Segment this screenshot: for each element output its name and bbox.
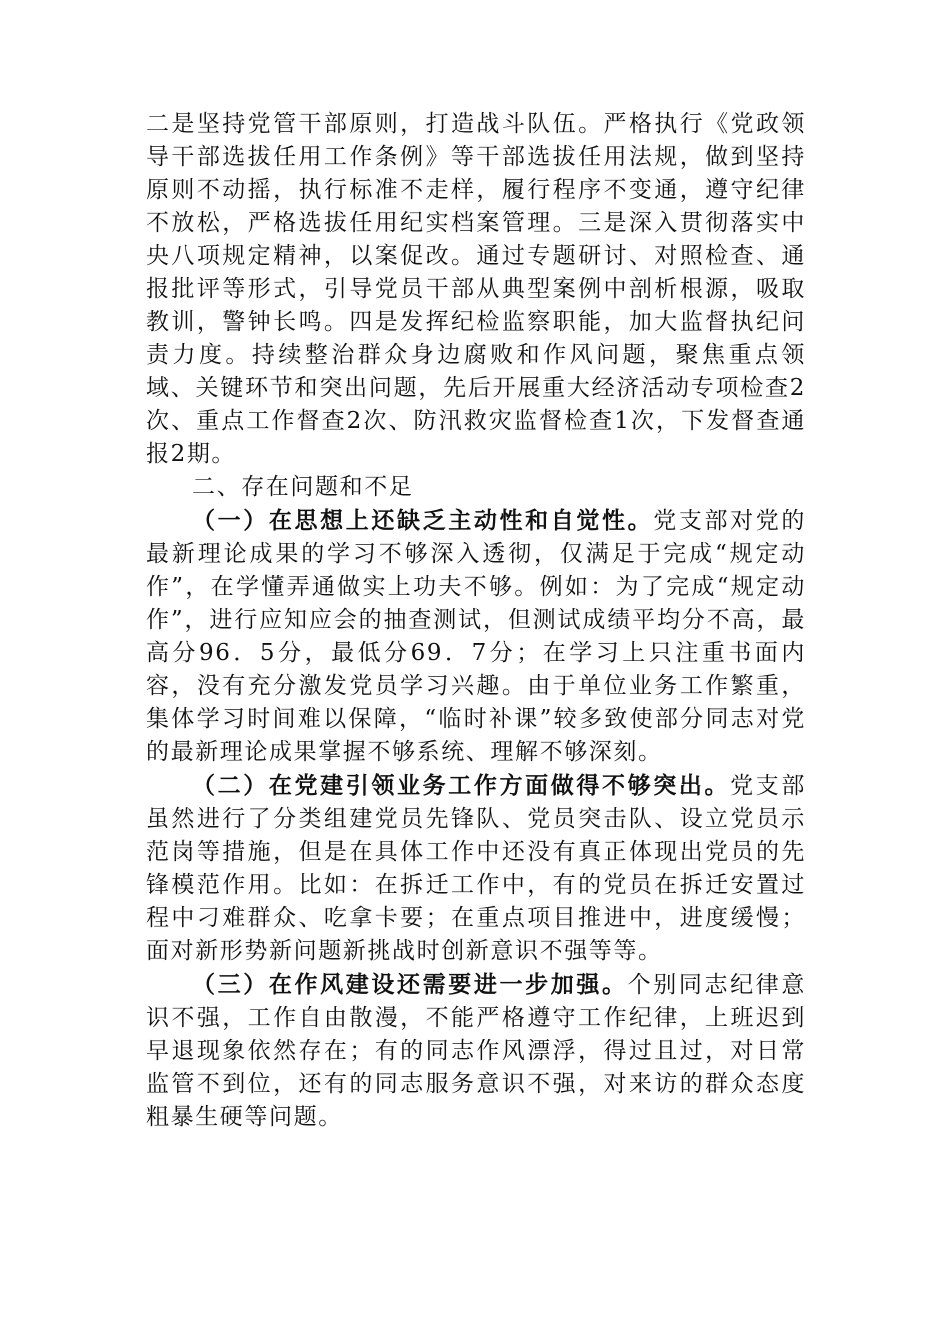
section-heading: 二、存在问题和不足 [192,474,414,500]
problem-item-3-body: 个别同志纪律意识不强，工作自由散漫，不能严格遵守工作纪律，上班迟到早退现象依然存在；有的同志作风漂浮，得过且过，对日常监管不到位，还有的同志服务意识不强，对来访的群众态度粗暴生硬等问题。 [146,972,806,1130]
problem-item-3 [146,968,806,1134]
problem-item-3-lead: （三）在作风建设还需要进一步加强。 [192,971,628,998]
paragraph-continued: 二是坚持党管干部原则，打造战斗队伍。严格执行《党政领导干部选拔任用工作条例》等干部选拔任用法规，做到坚持原则不动摇，执行标准不走样，履行程序不变通，遵守纪律不放松，严格选拔任用纪实档案管理。三是深入贯彻落实中央八项规定精神，以案促改。通过专题研讨、对照检查、通报批评等形式，引导党员干部从典型案例中剖析根源，吸取教训，警钟长鸣。四是发挥纪检监察职能，加大监督执纪问责力度。持续整治群众身边腐败和作风问题，聚焦重点领域、关键环节和突出问题，先后开展重大经济活动专项检查2次、重点工作督查2次、防汛救灾监督检查1次，下发督查通报2期。 [146,111,806,467]
problem-item-2 [146,769,806,968]
problem-item-2-body: 党支部虽然进行了分类组建党员先锋队、党员突击队、设立党员示范岗等措施，但是在具体工作中还没有真正体现出党员的先锋模范作用。比如：在拆迁工作中，有的党员在拆迁安置过程中刁难群众、吃拿卡要；在重点项目推进中，进度缓慢；面对新形势新问题新挑战时创新意识不强等等。 [146,773,806,964]
problem-item-1-body: 党支部对党的最新理论成果的学习不够深入透彻，仅满足于完成“规定动作”，在学懂弄通做实上功夫不够。例如：为了完成“规定动作”，进行应知应会的抽查测试，但测试成绩平均分不高，最高分96．5分，最低分69．7分；在学习上只注重书面内容，没有充分激发党员学习兴趣。由于单位业务工作繁重，集体学习时间难以保障，“临时补课”较多致使部分同志对党的最新理论成果掌握不够系统、理解不够深刻。 [146,508,806,765]
document-page [146,108,806,1134]
problem-item-2-lead: （二）在党建引领业务工作方面做得不够突出。 [192,772,731,799]
problem-item-1 [146,504,806,769]
problem-item-1-lead: （一）在思想上还缺乏主动性和自觉性。 [192,507,654,534]
